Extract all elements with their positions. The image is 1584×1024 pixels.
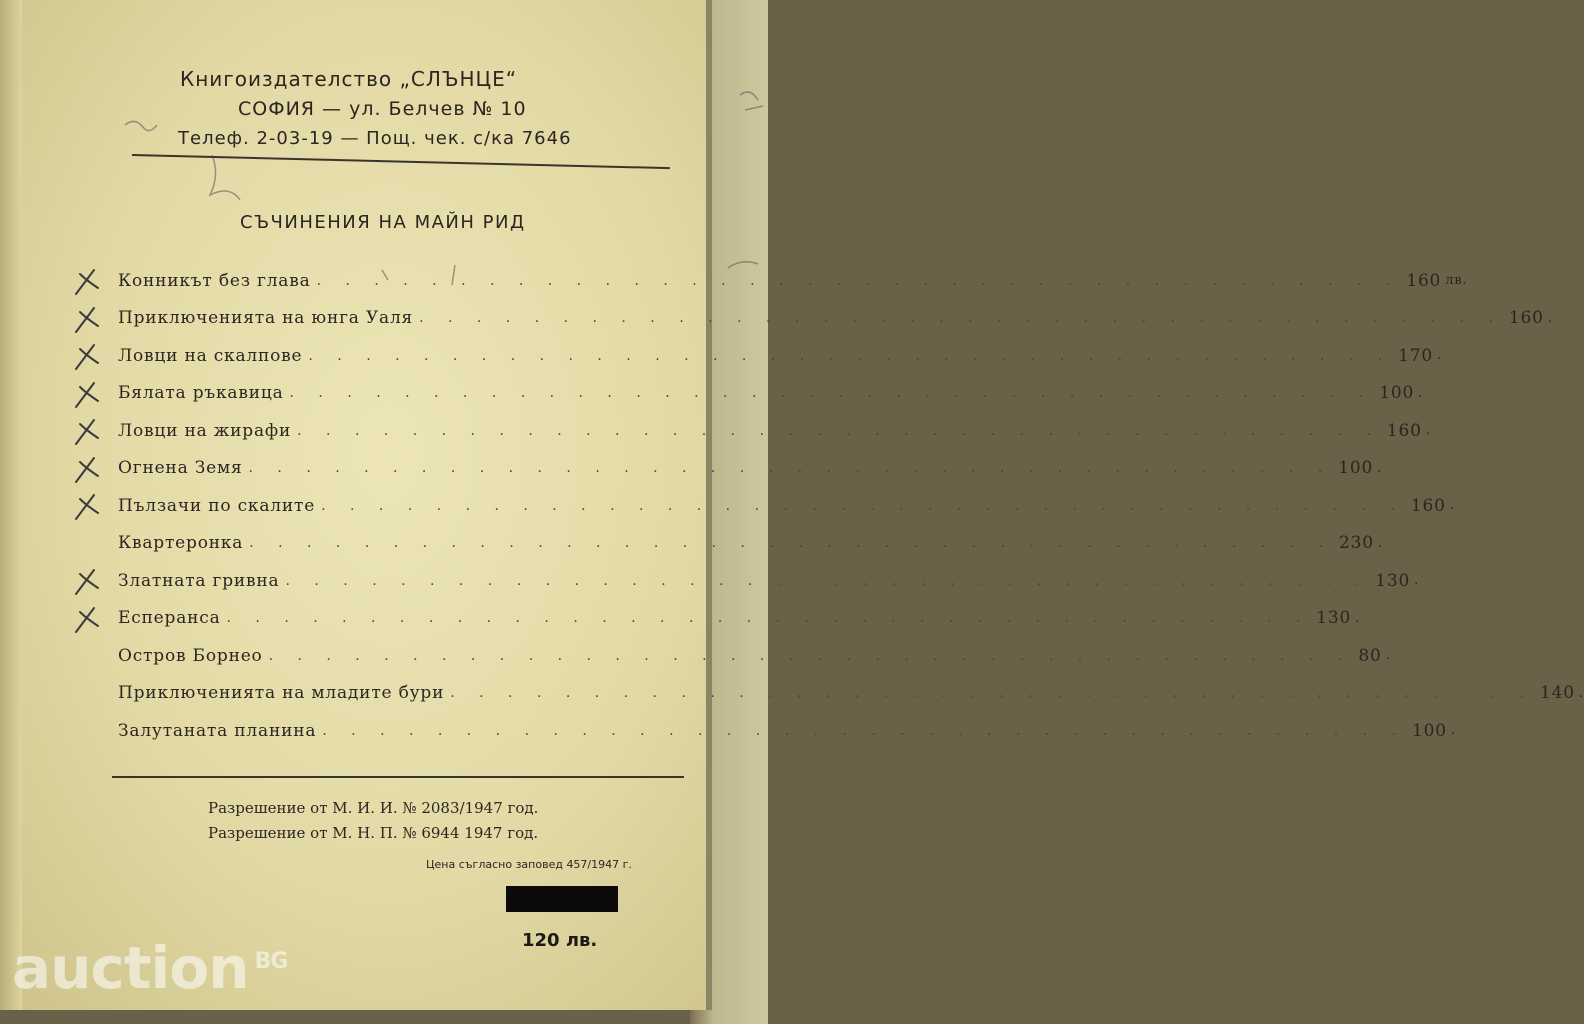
auction-watermark: [12, 934, 287, 1002]
header-divider: [132, 154, 670, 169]
book-row: [110, 600, 1361, 638]
book-price: 130: [1375, 570, 1411, 591]
book-title: Пълзачи по скалите: [118, 495, 316, 516]
book-price: 160: [1410, 495, 1446, 516]
book-row: [110, 375, 1424, 413]
price-unit: .: [1450, 723, 1456, 739]
book-price: 230: [1338, 533, 1374, 554]
book-row: [110, 675, 1584, 713]
book-title: Ловци на скалпове: [118, 345, 303, 366]
book-row: [110, 487, 1455, 525]
book-title: Ловци на жирафи: [118, 420, 292, 441]
book-price: 100: [1379, 383, 1415, 404]
permits-block: [208, 796, 538, 846]
publisher-name: Книгоиздателство „СЛЪНЦЕ“: [180, 67, 518, 91]
dot-leader: . . . . . . . . . . . . . . . . . . . . . . . . . . . . . . . . . . . . . .: [450, 685, 1535, 702]
price-unit: лв.: [1445, 273, 1468, 289]
price-unit: .: [1414, 573, 1420, 589]
pencil-check-mark-icon: [68, 264, 108, 300]
permit-line: Разрешение от М. И. И. № 2083/1947 год.: [208, 799, 539, 817]
section-title: СЪЧИНЕНИЯ НА МАЙН РИД: [240, 212, 526, 233]
dot-leader: . . . . . . . . . . . . . . . . . . . . . . . . . . . . . . . . . . . . . .: [249, 535, 1333, 552]
book-title: Квартеронка: [118, 533, 244, 554]
book-price: 170: [1398, 345, 1434, 366]
book-price: 140: [1540, 683, 1575, 704]
book-price: 130: [1316, 608, 1352, 629]
book-title: Приключенията на юнга Уаля: [118, 308, 414, 329]
book-price: 100: [1338, 458, 1374, 479]
book-row: [110, 562, 1420, 600]
publisher-header: [170, 64, 650, 154]
pencil-check-mark-icon: [68, 414, 108, 450]
pencil-check-mark-icon: [68, 602, 108, 638]
book-title: Есперанса: [118, 608, 221, 629]
book-list: [110, 262, 1584, 750]
book-title: Бялата ръкавица: [118, 383, 284, 404]
pencil-check-mark-icon: [68, 489, 108, 525]
dot-leader: . . . . . . . . . . . . . . . . . . . . . . . . . . . . . . . . . . . . . .: [285, 572, 1370, 589]
price-unit: .: [1355, 610, 1361, 626]
book-row: [110, 262, 1468, 300]
watermark-suffix: BG: [254, 948, 288, 974]
dot-leader: . . . . . . . . . . . . . . . . . . . . . . . . . . . . . . . . . . . . . .: [268, 647, 1353, 664]
book-price: 80: [1358, 645, 1382, 666]
price-unit: .: [1385, 648, 1391, 664]
price-unit: .: [1377, 460, 1383, 476]
watermark-text: auction: [12, 934, 249, 1002]
price-unit: .: [1547, 310, 1553, 326]
book-price: 160: [1406, 270, 1442, 291]
book-price: 100: [1412, 720, 1447, 741]
pencil-check-mark-icon: [68, 377, 108, 413]
footer-divider: [112, 776, 684, 778]
permit-line: Разрешение от М. Н. П. № 6944 1947 год.: [208, 824, 539, 842]
book-title: Конникът без глава: [118, 270, 311, 291]
censor-bar: [506, 886, 618, 912]
publisher-address: СОФИЯ — ул. Белчев № 10: [238, 98, 527, 120]
dot-leader: . . . . . . . . . . . . . . . . . . . . . . . . . . . . . . . . . . . . . .: [289, 385, 1374, 402]
price-note: Цена съгласно заповед 457/1947 г.: [426, 858, 632, 871]
book-title: Огнена Земя: [118, 458, 243, 479]
book-title: Златната гривна: [118, 570, 280, 591]
book-title: Остров Борнео: [118, 645, 263, 666]
dot-leader: . . . . . . . . . . . . . . . . . . . . . . . . . . . . . . . . . . . . . .: [322, 722, 1407, 739]
price-unit: .: [1437, 348, 1442, 364]
price-unit: .: [1377, 535, 1383, 551]
price-unit: .: [1425, 423, 1431, 439]
book-title: Залутаната планина: [118, 720, 317, 741]
price-unit: .: [1449, 498, 1455, 514]
price-unit: .: [1418, 385, 1424, 401]
book-row: [110, 637, 1391, 675]
dot-leader: . . . . . . . . . . . . . . . . . . . . . . . . . . . . . . . . . . . . . .: [297, 422, 1381, 439]
pencil-check-mark-icon: [68, 302, 108, 338]
dot-leader: . . . . . . . . . . . . . . . . . . . . . . . . . . . . . . . . . . . . . .: [316, 272, 1401, 289]
book-row: [110, 712, 1456, 750]
book-row: [110, 300, 1553, 338]
final-price: 120 лв.: [522, 930, 598, 951]
pencil-check-mark-icon: [68, 564, 108, 600]
book-row: [110, 450, 1383, 488]
dot-leader: . . . . . . . . . . . . . . . . . . . . . . . . . . . . . . . . . . . . . .: [419, 310, 1503, 327]
book-price: 160: [1386, 420, 1422, 441]
dot-leader: . . . . . . . . . . . . . . . . . . . . . . . . . . . . . . . . . . . . . .: [321, 497, 1405, 514]
book-row: [110, 525, 1383, 563]
pencil-check-mark-icon: [68, 452, 108, 488]
book-row: [110, 337, 1442, 375]
dot-leader: . . . . . . . . . . . . . . . . . . . . . . . . . . . . . . . . . . . . . .: [308, 347, 1393, 364]
dot-leader: . . . . . . . . . . . . . . . . . . . . . . . . . . . . . . . . . . . . . .: [226, 610, 1311, 627]
pencil-check-mark-icon: [68, 339, 108, 375]
book-price: 160: [1508, 308, 1544, 329]
book-row: [110, 412, 1431, 450]
book-title: Приключенията на младите бури: [118, 683, 445, 704]
price-unit: .: [1578, 685, 1584, 701]
dot-leader: . . . . . . . . . . . . . . . . . . . . . . . . . . . . . . . . . . . . . .: [248, 460, 1333, 477]
publisher-contact: Телеф. 2-03-19 — Пощ. чек. с/ка 7646: [178, 128, 572, 149]
page-edge: [0, 0, 22, 1010]
